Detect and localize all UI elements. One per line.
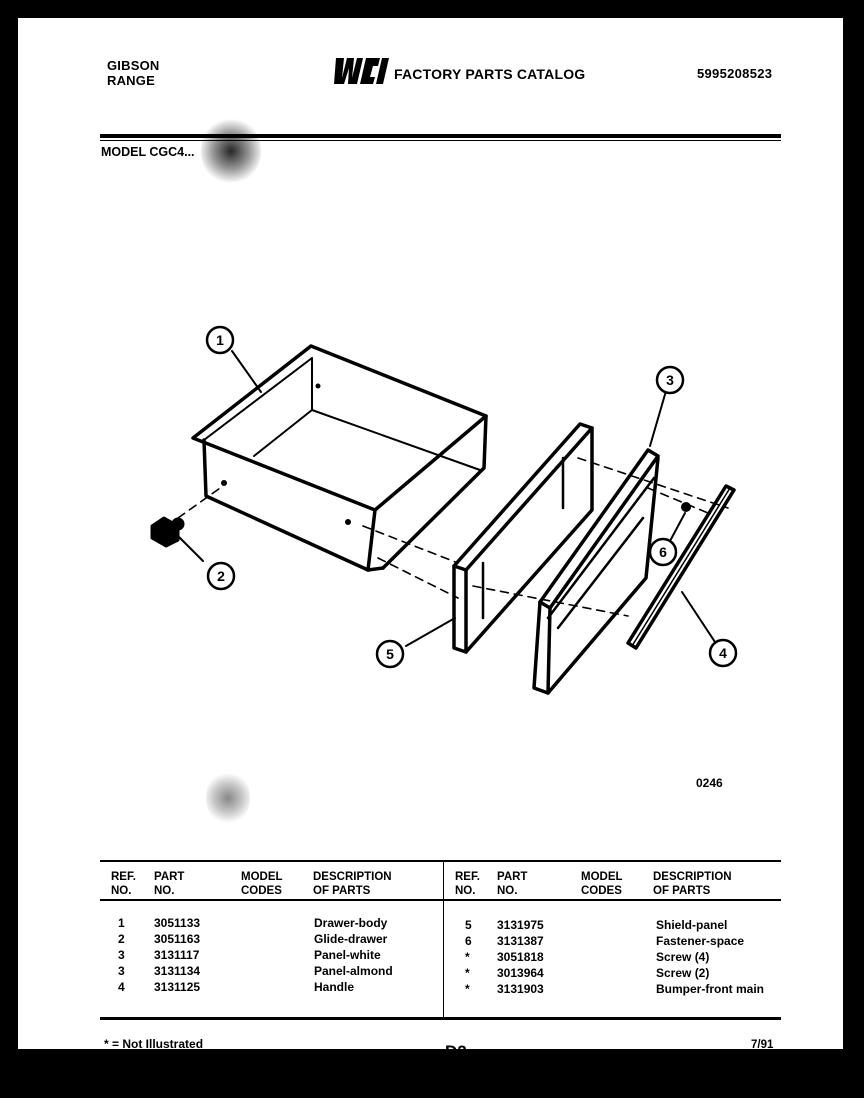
scan-smudge — [206, 770, 250, 826]
table-cell: Fastener-space — [656, 934, 745, 948]
table-cell: Drawer-body — [314, 916, 388, 930]
table-cell: 3131117 — [154, 948, 200, 962]
glide-drawer-part — [152, 518, 183, 546]
table-rule-header — [100, 899, 781, 901]
table-cell: Screw (4) — [656, 950, 710, 964]
table-cell: Panel-almond — [314, 964, 393, 978]
column-part-right — [497, 917, 544, 997]
figure-number: 0246 — [696, 776, 723, 790]
table-cell: Shield-panel — [656, 918, 728, 932]
product-type: RANGE — [107, 73, 155, 88]
callout-6: 6 — [659, 544, 667, 560]
table-rule-bottom — [100, 1017, 781, 1020]
table-cell: * — [465, 982, 470, 996]
callout-5: 5 — [386, 646, 394, 662]
handle-part — [628, 486, 734, 648]
table-cell: * — [465, 966, 470, 980]
model-label: MODEL CGC4... — [101, 145, 195, 159]
table-rule-top — [100, 860, 781, 862]
catalog-title: FACTORY PARTS CATALOG — [394, 66, 586, 82]
table-cell: * — [465, 950, 470, 964]
catalog-page — [18, 18, 843, 1061]
brand-name: GIBSON — [107, 58, 160, 73]
table-cell: 3051163 — [154, 932, 201, 946]
column-desc-right — [656, 917, 764, 997]
header-ref-no: REF. NO. — [111, 871, 136, 897]
table-cell: Handle — [314, 980, 355, 994]
wci-logo-icon — [330, 56, 392, 86]
header-part-no-right: PART NO. — [497, 871, 528, 897]
table-cell: 3 — [118, 948, 125, 962]
revision-date: 7/91 — [751, 1039, 774, 1051]
table-cell: 3 — [118, 964, 125, 978]
column-part-left — [154, 915, 200, 995]
column-desc-left — [314, 915, 393, 995]
table-cell: 3051133 — [154, 916, 201, 930]
table-cell: Panel-white — [314, 948, 381, 962]
shield-panel-part — [454, 424, 592, 652]
table-cell: 6 — [465, 934, 472, 948]
table-cell: 4 — [118, 980, 125, 994]
table-cell: 3131125 — [154, 980, 201, 994]
header-model-codes-right: MODEL CODES — [581, 871, 623, 897]
table-cell: 1 — [118, 916, 125, 930]
header-description: DESCRIPTION OF PARTS — [313, 871, 392, 897]
drawer-body-part — [193, 346, 486, 570]
table-column-divider — [443, 862, 444, 1018]
header-description-right: DESCRIPTION OF PARTS — [653, 871, 732, 897]
callout-2: 2 — [217, 568, 225, 584]
callout-1: 1 — [216, 332, 224, 348]
table-cell: Screw (2) — [656, 966, 710, 980]
table-cell: 5 — [465, 918, 472, 932]
column-ref-left — [118, 915, 125, 995]
header-model-codes: MODEL CODES — [241, 871, 283, 897]
callout-3: 3 — [666, 372, 674, 388]
table-cell: 3051818 — [497, 950, 544, 964]
table-cell: 3131387 — [497, 934, 544, 948]
exploded-parts-diagram — [118, 308, 778, 708]
not-illustrated-note: * = Not Illustrated — [104, 1037, 204, 1051]
table-cell: 3131134 — [154, 964, 201, 978]
header-part-no: PART NO. — [154, 871, 185, 897]
scan-smudge — [201, 116, 261, 186]
page-number: D2 — [445, 1042, 467, 1061]
table-cell: 3131903 — [497, 982, 544, 996]
brand-block — [107, 58, 159, 88]
table-cell: Glide-drawer — [314, 932, 388, 946]
table-cell: 2 — [118, 932, 125, 946]
table-cell: Bumper-front main — [656, 982, 764, 996]
panel-part — [534, 450, 658, 693]
header-ref-no-right: REF. NO. — [455, 871, 480, 897]
table-cell: 3131975 — [497, 918, 544, 932]
column-ref-right — [465, 917, 472, 997]
catalog-code: 5995208523 — [697, 66, 773, 81]
table-cell: 3013964 — [497, 966, 544, 980]
callout-4: 4 — [719, 645, 727, 661]
